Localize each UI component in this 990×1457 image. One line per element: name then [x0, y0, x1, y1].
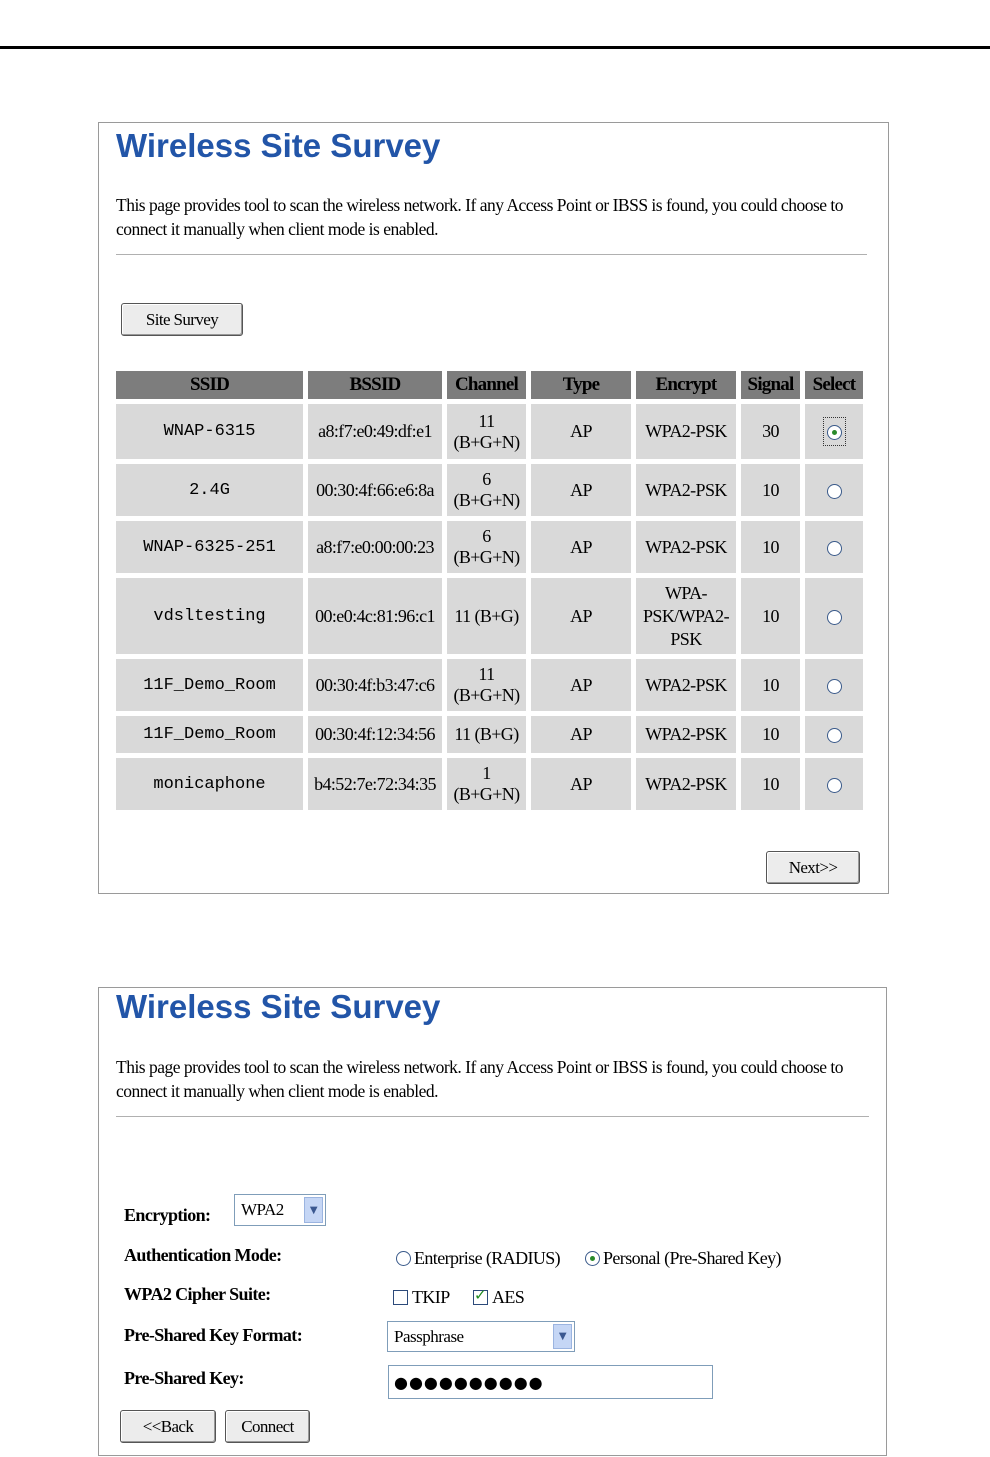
page-description: This page provides tool to scan the wireless network. If any Access Point or IBSS is found, you could choose to connect it manually when client mode is enabled.	[116, 1057, 844, 1101]
bssid-cell: 00:30:4f:12:34:56	[308, 716, 442, 753]
page-top-rule	[0, 46, 990, 49]
auth-mode-label: Authentication Mode:	[124, 1245, 282, 1265]
tkip-checkbox[interactable]	[393, 1290, 408, 1305]
column-header-type: Type	[531, 371, 631, 399]
survey-results-table	[111, 366, 868, 815]
page-title: Wireless Site Survey	[116, 988, 441, 1025]
select-cell	[805, 659, 863, 711]
divider	[116, 1116, 869, 1117]
signal-cell: 10	[741, 464, 800, 516]
select-cell	[805, 464, 863, 516]
table-row	[116, 521, 863, 573]
psk-label: Pre-Shared Key:	[124, 1368, 244, 1388]
signal-cell: 30	[741, 404, 800, 459]
auth-personal-text: Personal (Pre-Shared Key)	[603, 1248, 781, 1268]
select-radio[interactable]	[827, 778, 842, 793]
type-cell: AP	[531, 578, 631, 654]
auth-enterprise-text: Enterprise (RADIUS)	[414, 1248, 561, 1268]
auth-enterprise-radio[interactable]	[396, 1251, 411, 1266]
select-cell	[805, 578, 863, 654]
encrypt-cell: WPA2-PSK	[636, 464, 736, 516]
type-cell: AP	[531, 716, 631, 753]
signal-cell: 10	[741, 659, 800, 711]
encryption-label: Encryption:	[124, 1205, 211, 1225]
auth-enterprise-option[interactable]	[396, 1248, 560, 1269]
table-row	[116, 578, 863, 654]
encrypt-cell: WPA2-PSK	[636, 758, 736, 810]
signal-cell: 10	[741, 578, 800, 654]
select-cell	[805, 404, 863, 459]
table-row	[116, 404, 863, 459]
ssid-cell: WNAP-6315	[116, 404, 303, 459]
cipher-suite-label: WPA2 Cipher Suite:	[124, 1284, 271, 1304]
ssid-cell: 11F_Demo_Room	[116, 716, 303, 753]
column-header-ssid: SSID	[116, 371, 303, 399]
tkip-text: TKIP	[412, 1287, 450, 1307]
type-cell: AP	[531, 758, 631, 810]
encrypt-cell: WPA2-PSK	[636, 404, 736, 459]
type-cell: AP	[531, 659, 631, 711]
signal-cell: 10	[741, 521, 800, 573]
bssid-cell: a8:f7:e0:00:00:23	[308, 521, 442, 573]
chevron-down-icon[interactable]: ▼	[304, 1197, 323, 1223]
select-cell	[805, 716, 863, 753]
select-radio[interactable]	[827, 679, 842, 694]
encryption-select-value: WPA2	[241, 1200, 284, 1219]
auth-personal-radio[interactable]	[585, 1251, 600, 1266]
ssid-cell: monicaphone	[116, 758, 303, 810]
encrypt-cell: WPA2-PSK	[636, 521, 736, 573]
select-radio[interactable]	[827, 425, 842, 440]
divider	[116, 254, 867, 255]
psk-format-label: Pre-Shared Key Format:	[124, 1325, 303, 1345]
table-row	[116, 464, 863, 516]
connect-button[interactable]: Connect	[225, 1410, 310, 1443]
type-cell: AP	[531, 521, 631, 573]
select-radio[interactable]	[827, 541, 842, 556]
site-survey-panel	[98, 122, 889, 894]
signal-cell: 10	[741, 716, 800, 753]
channel-cell: 11 (B+G)	[447, 578, 526, 654]
channel-cell: 6 (B+G+N)	[447, 521, 526, 573]
type-cell: AP	[531, 464, 631, 516]
bssid-cell: a8:f7:e0:49:df:e1	[308, 404, 442, 459]
ssid-cell: WNAP-6325-251	[116, 521, 303, 573]
chevron-down-icon[interactable]: ▼	[553, 1324, 572, 1349]
select-radio[interactable]	[827, 484, 842, 499]
encrypt-cell: WPA2-PSK	[636, 716, 736, 753]
bssid-cell: 00:30:4f:66:e6:8a	[308, 464, 442, 516]
encrypt-cell: WPA- PSK/WPA2- PSK	[636, 578, 736, 654]
table-row	[116, 659, 863, 711]
select-radio-focus[interactable]	[823, 417, 846, 446]
table-header-row	[116, 371, 863, 399]
column-header-channel: Channel	[447, 371, 526, 399]
channel-cell: 11 (B+G)	[447, 716, 526, 753]
type-cell: AP	[531, 404, 631, 459]
cipher-aes-option[interactable]	[473, 1287, 524, 1308]
page-description: This page provides tool to scan the wireless network. If any Access Point or IBSS is found, you could choose to connect it manually when client mode is enabled.	[116, 195, 844, 239]
select-radio[interactable]	[827, 728, 842, 743]
column-header-select: Select	[805, 371, 863, 399]
bssid-cell: 00:e0:4c:81:96:c1	[308, 578, 442, 654]
security-settings-panel	[98, 987, 887, 1456]
table-row	[116, 758, 863, 810]
psk-input[interactable]: ●●●●●●●●●●	[388, 1365, 713, 1399]
cipher-tkip-option[interactable]	[393, 1287, 450, 1308]
encryption-select[interactable]	[234, 1194, 326, 1226]
psk-format-select-value: Passphrase	[394, 1326, 464, 1346]
select-cell	[805, 521, 863, 573]
select-radio[interactable]	[827, 610, 842, 625]
column-header-signal: Signal	[741, 371, 800, 399]
page-title: Wireless Site Survey	[116, 127, 441, 164]
next-button[interactable]: Next>>	[766, 851, 860, 884]
aes-checkbox[interactable]	[473, 1290, 488, 1305]
auth-personal-option[interactable]	[585, 1248, 781, 1269]
ssid-cell: 11F_Demo_Room	[116, 659, 303, 711]
psk-format-select[interactable]	[387, 1321, 575, 1352]
column-header-bssid: BSSID	[308, 371, 442, 399]
ssid-cell: 2.4G	[116, 464, 303, 516]
table-row	[116, 716, 863, 753]
signal-cell: 10	[741, 758, 800, 810]
select-cell	[805, 758, 863, 810]
channel-cell: 6 (B+G+N)	[447, 464, 526, 516]
bssid-cell: b4:52:7e:72:34:35	[308, 758, 442, 810]
channel-cell: 11 (B+G+N)	[447, 659, 526, 711]
encrypt-cell: WPA2-PSK	[636, 659, 736, 711]
column-header-encrypt: Encrypt	[636, 371, 736, 399]
back-button[interactable]: <<Back	[120, 1410, 216, 1443]
channel-cell: 1 (B+G+N)	[447, 758, 526, 810]
ssid-cell: vdsltesting	[116, 578, 303, 654]
channel-cell: 11 (B+G+N)	[447, 404, 526, 459]
aes-text: AES	[492, 1287, 525, 1307]
bssid-cell: 00:30:4f:b3:47:c6	[308, 659, 442, 711]
site-survey-button[interactable]: Site Survey	[121, 303, 243, 336]
